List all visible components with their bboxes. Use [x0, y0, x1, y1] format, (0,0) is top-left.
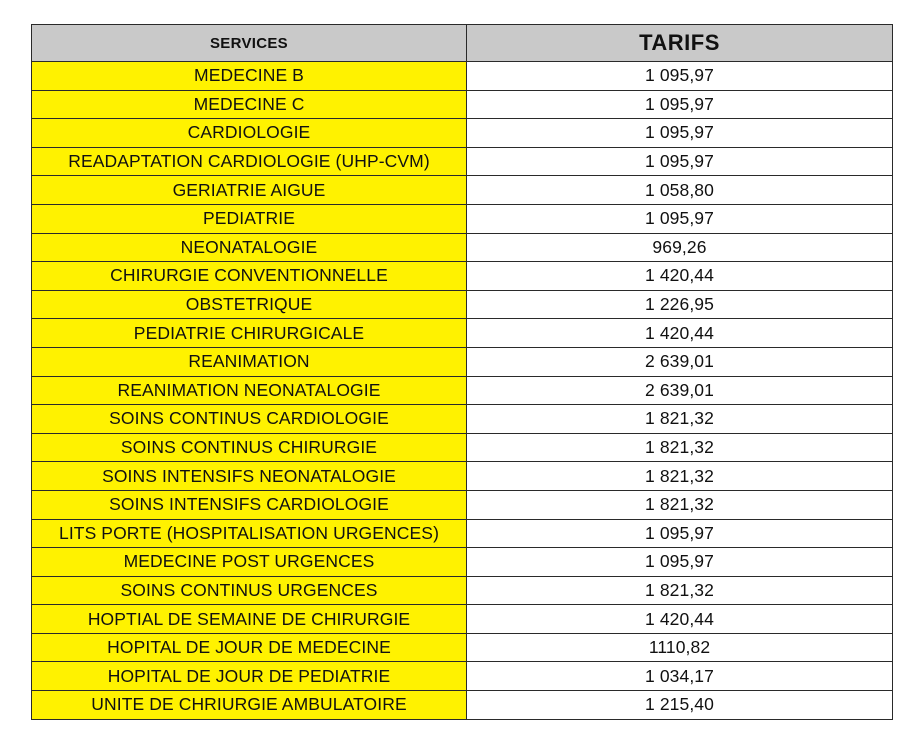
service-cell: GERIATRIE AIGUE	[32, 176, 467, 205]
tarif-cell: 1 095,97	[467, 519, 893, 548]
table-row	[32, 347, 893, 376]
tarif-cell: 1 095,97	[467, 90, 893, 119]
tarif-cell: 1 095,97	[467, 548, 893, 577]
tarif-cell: 1110,82	[467, 633, 893, 662]
table-row	[32, 462, 893, 491]
table-row	[32, 519, 893, 548]
table-row	[32, 376, 893, 405]
tarif-cell: 1 058,80	[467, 176, 893, 205]
tarif-cell: 1 095,97	[467, 119, 893, 148]
table-row	[32, 433, 893, 462]
tarif-cell: 1 095,97	[467, 62, 893, 91]
table-row	[32, 90, 893, 119]
service-cell: SOINS INTENSIFS NEONATALOGIE	[32, 462, 467, 491]
tarif-cell: 1 034,17	[467, 662, 893, 691]
service-cell: HOPTIAL DE SEMAINE DE CHIRURGIE	[32, 605, 467, 634]
table-row	[32, 548, 893, 577]
tarif-cell: 1 821,32	[467, 433, 893, 462]
service-cell: MEDECINE POST URGENCES	[32, 548, 467, 577]
service-cell: NEONATALOGIE	[32, 233, 467, 262]
tarif-cell: 1 821,32	[467, 576, 893, 605]
service-cell: UNITE DE CHRIURGIE AMBULATOIRE	[32, 691, 467, 720]
header-row	[32, 25, 893, 62]
table-header	[32, 25, 893, 62]
table-row	[32, 147, 893, 176]
tarif-cell: 1 420,44	[467, 605, 893, 634]
table-row	[32, 405, 893, 434]
tarif-cell: 1 215,40	[467, 691, 893, 720]
table-row	[32, 262, 893, 291]
service-cell: READAPTATION CARDIOLOGIE (UHP-CVM)	[32, 147, 467, 176]
service-cell: SOINS INTENSIFS CARDIOLOGIE	[32, 490, 467, 519]
service-cell: MEDECINE C	[32, 90, 467, 119]
tarif-cell: 2 639,01	[467, 376, 893, 405]
service-cell: REANIMATION NEONATALOGIE	[32, 376, 467, 405]
table-row	[32, 633, 893, 662]
table-row	[32, 605, 893, 634]
service-cell: CARDIOLOGIE	[32, 119, 467, 148]
tarif-cell: 1 226,95	[467, 290, 893, 319]
service-cell: REANIMATION	[32, 347, 467, 376]
table-row	[32, 62, 893, 91]
service-cell: OBSTETRIQUE	[32, 290, 467, 319]
tarifs-column-header: TARIFS	[467, 25, 893, 62]
tarif-cell: 1 095,97	[467, 147, 893, 176]
service-cell: SOINS CONTINUS URGENCES	[32, 576, 467, 605]
tarif-cell: 1 821,32	[467, 462, 893, 491]
table-row	[32, 662, 893, 691]
services-column-header: SERVICES	[32, 25, 467, 62]
table-row	[32, 204, 893, 233]
table-row	[32, 119, 893, 148]
tarif-cell: 1 420,44	[467, 319, 893, 348]
table-row	[32, 319, 893, 348]
service-cell: CHIRURGIE CONVENTIONNELLE	[32, 262, 467, 291]
service-cell: MEDECINE B	[32, 62, 467, 91]
table-row	[32, 691, 893, 720]
table-row	[32, 576, 893, 605]
tarif-cell: 2 639,01	[467, 347, 893, 376]
tarif-cell: 1 821,32	[467, 490, 893, 519]
service-cell: SOINS CONTINUS CHIRURGIE	[32, 433, 467, 462]
table-row	[32, 290, 893, 319]
tarif-cell: 1 095,97	[467, 204, 893, 233]
table-row	[32, 490, 893, 519]
service-cell: PEDIATRIE	[32, 204, 467, 233]
service-cell: LITS PORTE (HOSPITALISATION URGENCES)	[32, 519, 467, 548]
tarif-cell: 1 821,32	[467, 405, 893, 434]
tariff-table	[31, 24, 893, 720]
table-row	[32, 176, 893, 205]
service-cell: SOINS CONTINUS CARDIOLOGIE	[32, 405, 467, 434]
tarif-cell: 1 420,44	[467, 262, 893, 291]
service-cell: HOPITAL DE JOUR DE MEDECINE	[32, 633, 467, 662]
service-cell: HOPITAL DE JOUR DE PEDIATRIE	[32, 662, 467, 691]
tarif-cell: 969,26	[467, 233, 893, 262]
table-row	[32, 233, 893, 262]
service-cell: PEDIATRIE CHIRURGICALE	[32, 319, 467, 348]
table-body	[32, 62, 893, 720]
